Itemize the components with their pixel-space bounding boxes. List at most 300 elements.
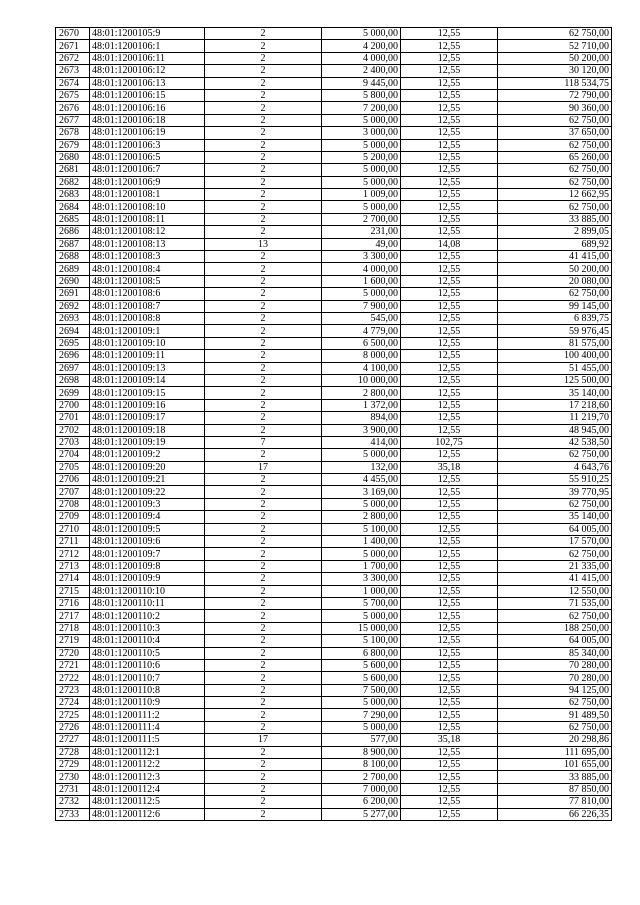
specific-value-cell: 12,55 — [401, 102, 498, 114]
table-row — [56, 226, 612, 238]
table-row — [56, 201, 612, 213]
area-cell: 5 100,00 — [322, 635, 401, 647]
row-number-cell: 2711 — [56, 536, 90, 548]
specific-value-cell: 12,55 — [401, 52, 498, 64]
specific-value-cell: 12,55 — [401, 622, 498, 634]
cadastral-value-cell: 12 662,95 — [498, 189, 612, 201]
row-number-cell: 2675 — [56, 89, 90, 101]
table-row — [56, 176, 612, 188]
cadastral-number-cell: 48:01:1200112:6 — [90, 808, 205, 820]
group-code-cell: 2 — [205, 139, 322, 151]
cadastral-value-cell: 90 360,00 — [498, 102, 612, 114]
row-number-cell: 2712 — [56, 548, 90, 560]
cadastral-number-cell: 48:01:1200109:5 — [90, 523, 205, 535]
area-cell: 7 500,00 — [322, 684, 401, 696]
area-cell: 5 000,00 — [322, 721, 401, 733]
table-row — [56, 759, 612, 771]
cadastral-value-cell: 62 750,00 — [498, 139, 612, 151]
cadastral-number-cell: 48:01:1200106:19 — [90, 127, 205, 139]
specific-value-cell: 12,55 — [401, 474, 498, 486]
area-cell: 9 445,00 — [322, 77, 401, 89]
cadastral-number-cell: 48:01:1200111:4 — [90, 721, 205, 733]
cadastral-number-cell: 48:01:1200109:9 — [90, 573, 205, 585]
table-row — [56, 449, 612, 461]
cadastral-value-cell: 65 260,00 — [498, 151, 612, 163]
table-row — [56, 498, 612, 510]
cadastral-value-cell: 35 140,00 — [498, 511, 612, 523]
table-row — [56, 374, 612, 386]
specific-value-cell: 12,55 — [401, 89, 498, 101]
cadastral-value-cell: 2 899,05 — [498, 226, 612, 238]
group-code-cell: 2 — [205, 523, 322, 535]
group-code-cell: 2 — [205, 164, 322, 176]
row-number-cell: 2703 — [56, 436, 90, 448]
group-code-cell: 2 — [205, 783, 322, 795]
row-number-cell: 2706 — [56, 474, 90, 486]
table-row — [56, 771, 612, 783]
cadastral-value-cell: 62 750,00 — [498, 176, 612, 188]
cadastral-number-cell: 48:01:1200108:4 — [90, 263, 205, 275]
specific-value-cell: 12,55 — [401, 573, 498, 585]
group-code-cell: 2 — [205, 263, 322, 275]
table-row — [56, 474, 612, 486]
row-number-cell: 2694 — [56, 325, 90, 337]
cadastral-number-cell: 48:01:1200109:1 — [90, 325, 205, 337]
group-code-cell: 13 — [205, 238, 322, 250]
row-number-cell: 2684 — [56, 201, 90, 213]
cadastral-value-cell: 100 400,00 — [498, 350, 612, 362]
group-code-cell: 2 — [205, 746, 322, 758]
cadastral-value-table — [55, 27, 612, 821]
cadastral-value-cell: 17 218,60 — [498, 399, 612, 411]
cadastral-number-cell: 48:01:1200106:12 — [90, 65, 205, 77]
group-code-cell: 2 — [205, 201, 322, 213]
specific-value-cell: 12,55 — [401, 399, 498, 411]
table-row — [56, 560, 612, 572]
specific-value-cell: 12,55 — [401, 362, 498, 374]
cadastral-number-cell: 48:01:1200109:21 — [90, 474, 205, 486]
group-code-cell: 2 — [205, 759, 322, 771]
specific-value-cell: 12,55 — [401, 201, 498, 213]
specific-value-cell: 12,55 — [401, 783, 498, 795]
row-number-cell: 2732 — [56, 796, 90, 808]
specific-value-cell: 12,55 — [401, 796, 498, 808]
specific-value-cell: 12,55 — [401, 721, 498, 733]
area-cell: 15 000,00 — [322, 622, 401, 634]
area-cell: 5 000,00 — [322, 28, 401, 40]
group-code-cell: 2 — [205, 226, 322, 238]
cadastral-value-cell: 81 575,00 — [498, 337, 612, 349]
cadastral-value-cell: 71 535,00 — [498, 597, 612, 609]
group-code-cell: 2 — [205, 796, 322, 808]
specific-value-cell: 12,55 — [401, 164, 498, 176]
cadastral-value-cell: 11 219,70 — [498, 412, 612, 424]
document-page — [55, 27, 611, 821]
cadastral-number-cell: 48:01:1200109:22 — [90, 486, 205, 498]
row-number-cell: 2696 — [56, 350, 90, 362]
area-cell: 7 900,00 — [322, 300, 401, 312]
cadastral-value-cell: 70 280,00 — [498, 672, 612, 684]
row-number-cell: 2718 — [56, 622, 90, 634]
specific-value-cell: 12,55 — [401, 251, 498, 263]
area-cell: 1 000,00 — [322, 585, 401, 597]
table-row — [56, 548, 612, 560]
cadastral-value-cell: 62 750,00 — [498, 114, 612, 126]
group-code-cell: 2 — [205, 585, 322, 597]
cadastral-number-cell: 48:01:1200109:3 — [90, 498, 205, 510]
table-row — [56, 52, 612, 64]
row-number-cell: 2704 — [56, 449, 90, 461]
area-cell: 4 455,00 — [322, 474, 401, 486]
cadastral-value-cell: 50 200,00 — [498, 263, 612, 275]
specific-value-cell: 12,55 — [401, 176, 498, 188]
group-code-cell: 2 — [205, 399, 322, 411]
group-code-cell: 2 — [205, 697, 322, 709]
table-row — [56, 213, 612, 225]
cadastral-value-cell: 62 750,00 — [498, 548, 612, 560]
area-cell: 3 300,00 — [322, 251, 401, 263]
specific-value-cell: 12,55 — [401, 647, 498, 659]
cadastral-number-cell: 48:01:1200110:6 — [90, 659, 205, 671]
row-number-cell: 2708 — [56, 498, 90, 510]
table-row — [56, 28, 612, 40]
specific-value-cell: 35,18 — [401, 461, 498, 473]
cadastral-value-cell: 62 750,00 — [498, 721, 612, 733]
area-cell: 4 100,00 — [322, 362, 401, 374]
group-code-cell: 2 — [205, 189, 322, 201]
cadastral-value-cell: 99 145,00 — [498, 300, 612, 312]
area-cell: 5 000,00 — [322, 449, 401, 461]
cadastral-number-cell: 48:01:1200108:3 — [90, 251, 205, 263]
row-number-cell: 2717 — [56, 610, 90, 622]
specific-value-cell: 12,55 — [401, 697, 498, 709]
cadastral-value-cell: 125 500,00 — [498, 374, 612, 386]
specific-value-cell: 12,55 — [401, 127, 498, 139]
area-cell: 2 400,00 — [322, 65, 401, 77]
row-number-cell: 2677 — [56, 114, 90, 126]
cadastral-value-cell: 94 125,00 — [498, 684, 612, 696]
row-number-cell: 2687 — [56, 238, 90, 250]
specific-value-cell: 12,55 — [401, 387, 498, 399]
table-row — [56, 436, 612, 448]
area-cell: 8 900,00 — [322, 746, 401, 758]
specific-value-cell: 12,55 — [401, 585, 498, 597]
cadastral-value-cell: 62 750,00 — [498, 610, 612, 622]
row-number-cell: 2733 — [56, 808, 90, 820]
cadastral-value-cell: 91 489,50 — [498, 709, 612, 721]
area-cell: 5 000,00 — [322, 164, 401, 176]
cadastral-number-cell: 48:01:1200112:4 — [90, 783, 205, 795]
area-cell: 132,00 — [322, 461, 401, 473]
table-body — [56, 28, 612, 821]
area-cell: 5 600,00 — [322, 672, 401, 684]
group-code-cell: 2 — [205, 350, 322, 362]
table-row — [56, 275, 612, 287]
row-number-cell: 2691 — [56, 288, 90, 300]
cadastral-number-cell: 48:01:1200109:19 — [90, 436, 205, 448]
cadastral-number-cell: 48:01:1200109:17 — [90, 412, 205, 424]
row-number-cell: 2701 — [56, 412, 90, 424]
area-cell: 894,00 — [322, 412, 401, 424]
area-cell: 4 000,00 — [322, 52, 401, 64]
area-cell: 5 000,00 — [322, 697, 401, 709]
group-code-cell: 2 — [205, 808, 322, 820]
group-code-cell: 17 — [205, 734, 322, 746]
cadastral-number-cell: 48:01:1200110:7 — [90, 672, 205, 684]
row-number-cell: 2670 — [56, 28, 90, 40]
table-row — [56, 387, 612, 399]
group-code-cell: 2 — [205, 684, 322, 696]
specific-value-cell: 12,55 — [401, 560, 498, 572]
table-row — [56, 659, 612, 671]
table-row — [56, 796, 612, 808]
group-code-cell: 2 — [205, 721, 322, 733]
cadastral-number-cell: 48:01:1200109:15 — [90, 387, 205, 399]
specific-value-cell: 12,55 — [401, 498, 498, 510]
table-row — [56, 672, 612, 684]
cadastral-value-cell: 70 280,00 — [498, 659, 612, 671]
cadastral-value-cell: 20 080,00 — [498, 275, 612, 287]
table-row — [56, 585, 612, 597]
group-code-cell: 2 — [205, 771, 322, 783]
cadastral-number-cell: 48:01:1200108:13 — [90, 238, 205, 250]
area-cell: 7 290,00 — [322, 709, 401, 721]
group-code-cell: 2 — [205, 560, 322, 572]
row-number-cell: 2683 — [56, 189, 90, 201]
cadastral-value-cell: 64 005,00 — [498, 523, 612, 535]
table-row — [56, 164, 612, 176]
area-cell: 1 600,00 — [322, 275, 401, 287]
area-cell: 5 100,00 — [322, 523, 401, 535]
row-number-cell: 2716 — [56, 597, 90, 609]
specific-value-cell: 12,55 — [401, 275, 498, 287]
area-cell: 7 000,00 — [322, 783, 401, 795]
cadastral-value-cell: 62 750,00 — [498, 449, 612, 461]
cadastral-value-cell: 35 140,00 — [498, 387, 612, 399]
specific-value-cell: 12,55 — [401, 114, 498, 126]
specific-value-cell: 12,55 — [401, 610, 498, 622]
cadastral-number-cell: 48:01:1200110:3 — [90, 622, 205, 634]
cadastral-number-cell: 48:01:1200110:4 — [90, 635, 205, 647]
group-code-cell: 2 — [205, 498, 322, 510]
row-number-cell: 2715 — [56, 585, 90, 597]
cadastral-value-cell: 64 005,00 — [498, 635, 612, 647]
specific-value-cell: 12,55 — [401, 77, 498, 89]
row-number-cell: 2727 — [56, 734, 90, 746]
cadastral-number-cell: 48:01:1200106:11 — [90, 52, 205, 64]
row-number-cell: 2709 — [56, 511, 90, 523]
cadastral-number-cell: 48:01:1200110:8 — [90, 684, 205, 696]
cadastral-number-cell: 48:01:1200110:10 — [90, 585, 205, 597]
row-number-cell: 2729 — [56, 759, 90, 771]
group-code-cell: 2 — [205, 288, 322, 300]
specific-value-cell: 12,55 — [401, 28, 498, 40]
specific-value-cell: 12,55 — [401, 536, 498, 548]
cadastral-number-cell: 48:01:1200110:9 — [90, 697, 205, 709]
table-row — [56, 511, 612, 523]
specific-value-cell: 12,55 — [401, 139, 498, 151]
cadastral-number-cell: 48:01:1200108:6 — [90, 288, 205, 300]
cadastral-number-cell: 48:01:1200108:10 — [90, 201, 205, 213]
cadastral-number-cell: 48:01:1200108:7 — [90, 300, 205, 312]
group-code-cell: 2 — [205, 486, 322, 498]
cadastral-number-cell: 48:01:1200112:3 — [90, 771, 205, 783]
specific-value-cell: 12,55 — [401, 151, 498, 163]
row-number-cell: 2710 — [56, 523, 90, 535]
row-number-cell: 2723 — [56, 684, 90, 696]
row-number-cell: 2686 — [56, 226, 90, 238]
area-cell: 3 900,00 — [322, 424, 401, 436]
cadastral-number-cell: 48:01:1200106:9 — [90, 176, 205, 188]
area-cell: 5 000,00 — [322, 176, 401, 188]
table-row — [56, 697, 612, 709]
group-code-cell: 2 — [205, 622, 322, 634]
area-cell: 1 372,00 — [322, 399, 401, 411]
area-cell: 4 779,00 — [322, 325, 401, 337]
cadastral-value-cell: 51 455,00 — [498, 362, 612, 374]
group-code-cell: 2 — [205, 102, 322, 114]
group-code-cell: 2 — [205, 89, 322, 101]
area-cell: 5 000,00 — [322, 498, 401, 510]
row-number-cell: 2672 — [56, 52, 90, 64]
area-cell: 545,00 — [322, 312, 401, 324]
area-cell: 8 100,00 — [322, 759, 401, 771]
table-row — [56, 424, 612, 436]
specific-value-cell: 12,55 — [401, 325, 498, 337]
cadastral-number-cell: 48:01:1200111:2 — [90, 709, 205, 721]
row-number-cell: 2714 — [56, 573, 90, 585]
group-code-cell: 2 — [205, 709, 322, 721]
table-row — [56, 399, 612, 411]
cadastral-number-cell: 48:01:1200109:7 — [90, 548, 205, 560]
group-code-cell: 2 — [205, 597, 322, 609]
area-cell: 6 200,00 — [322, 796, 401, 808]
area-cell: 5 000,00 — [322, 548, 401, 560]
cadastral-value-cell: 188 250,00 — [498, 622, 612, 634]
area-cell: 231,00 — [322, 226, 401, 238]
specific-value-cell: 12,55 — [401, 709, 498, 721]
group-code-cell: 2 — [205, 213, 322, 225]
specific-value-cell: 14,08 — [401, 238, 498, 250]
table-row — [56, 238, 612, 250]
table-row — [56, 647, 612, 659]
table-row — [56, 523, 612, 535]
area-cell: 1 009,00 — [322, 189, 401, 201]
table-row — [56, 721, 612, 733]
row-number-cell: 2725 — [56, 709, 90, 721]
area-cell: 1 400,00 — [322, 536, 401, 548]
cadastral-value-cell: 85 340,00 — [498, 647, 612, 659]
row-number-cell: 2685 — [56, 213, 90, 225]
row-number-cell: 2702 — [56, 424, 90, 436]
cadastral-value-cell: 17 570,00 — [498, 536, 612, 548]
cadastral-number-cell: 48:01:1200110:11 — [90, 597, 205, 609]
row-number-cell: 2695 — [56, 337, 90, 349]
row-number-cell: 2693 — [56, 312, 90, 324]
specific-value-cell: 12,55 — [401, 226, 498, 238]
specific-value-cell: 12,55 — [401, 672, 498, 684]
row-number-cell: 2700 — [56, 399, 90, 411]
area-cell: 6 500,00 — [322, 337, 401, 349]
specific-value-cell: 35,18 — [401, 734, 498, 746]
group-code-cell: 2 — [205, 659, 322, 671]
area-cell: 5 000,00 — [322, 114, 401, 126]
group-code-cell: 2 — [205, 52, 322, 64]
group-code-cell: 17 — [205, 461, 322, 473]
cadastral-value-cell: 62 750,00 — [498, 28, 612, 40]
cadastral-number-cell: 48:01:1200106:1 — [90, 40, 205, 52]
cadastral-value-cell: 50 200,00 — [498, 52, 612, 64]
specific-value-cell: 12,55 — [401, 449, 498, 461]
cadastral-value-cell: 20 298,86 — [498, 734, 612, 746]
group-code-cell: 2 — [205, 362, 322, 374]
table-row — [56, 622, 612, 634]
group-code-cell: 2 — [205, 536, 322, 548]
table-row — [56, 251, 612, 263]
row-number-cell: 2682 — [56, 176, 90, 188]
specific-value-cell: 12,55 — [401, 374, 498, 386]
table-row — [56, 40, 612, 52]
specific-value-cell: 12,55 — [401, 635, 498, 647]
row-number-cell: 2676 — [56, 102, 90, 114]
table-row — [56, 114, 612, 126]
group-code-cell: 7 — [205, 436, 322, 448]
cadastral-value-cell: 41 415,00 — [498, 573, 612, 585]
cadastral-value-cell: 37 650,00 — [498, 127, 612, 139]
row-number-cell: 2724 — [56, 697, 90, 709]
row-number-cell: 2699 — [56, 387, 90, 399]
area-cell: 414,00 — [322, 436, 401, 448]
group-code-cell: 2 — [205, 511, 322, 523]
cadastral-number-cell: 48:01:1200108:11 — [90, 213, 205, 225]
table-row — [56, 77, 612, 89]
specific-value-cell: 12,55 — [401, 771, 498, 783]
cadastral-value-cell: 62 750,00 — [498, 288, 612, 300]
group-code-cell: 2 — [205, 548, 322, 560]
row-number-cell: 2705 — [56, 461, 90, 473]
row-number-cell: 2680 — [56, 151, 90, 163]
cadastral-number-cell: 48:01:1200106:18 — [90, 114, 205, 126]
group-code-cell: 2 — [205, 474, 322, 486]
cadastral-number-cell: 48:01:1200109:14 — [90, 374, 205, 386]
row-number-cell: 2728 — [56, 746, 90, 758]
cadastral-value-cell: 48 945,00 — [498, 424, 612, 436]
cadastral-number-cell: 48:01:1200109:4 — [90, 511, 205, 523]
row-number-cell: 2671 — [56, 40, 90, 52]
row-number-cell: 2674 — [56, 77, 90, 89]
cadastral-value-cell: 689,92 — [498, 238, 612, 250]
group-code-cell: 2 — [205, 325, 322, 337]
table-row — [56, 486, 612, 498]
table-row — [56, 151, 612, 163]
group-code-cell: 2 — [205, 449, 322, 461]
group-code-cell: 2 — [205, 573, 322, 585]
area-cell: 3 169,00 — [322, 486, 401, 498]
area-cell: 5 000,00 — [322, 201, 401, 213]
row-number-cell: 2679 — [56, 139, 90, 151]
area-cell: 2 800,00 — [322, 387, 401, 399]
cadastral-number-cell: 48:01:1200112:5 — [90, 796, 205, 808]
area-cell: 49,00 — [322, 238, 401, 250]
cadastral-value-cell: 62 750,00 — [498, 498, 612, 510]
cadastral-value-cell: 21 335,00 — [498, 560, 612, 572]
group-code-cell: 2 — [205, 28, 322, 40]
row-number-cell: 2713 — [56, 560, 90, 572]
row-number-cell: 2719 — [56, 635, 90, 647]
table-row — [56, 808, 612, 820]
row-number-cell: 2721 — [56, 659, 90, 671]
row-number-cell: 2698 — [56, 374, 90, 386]
